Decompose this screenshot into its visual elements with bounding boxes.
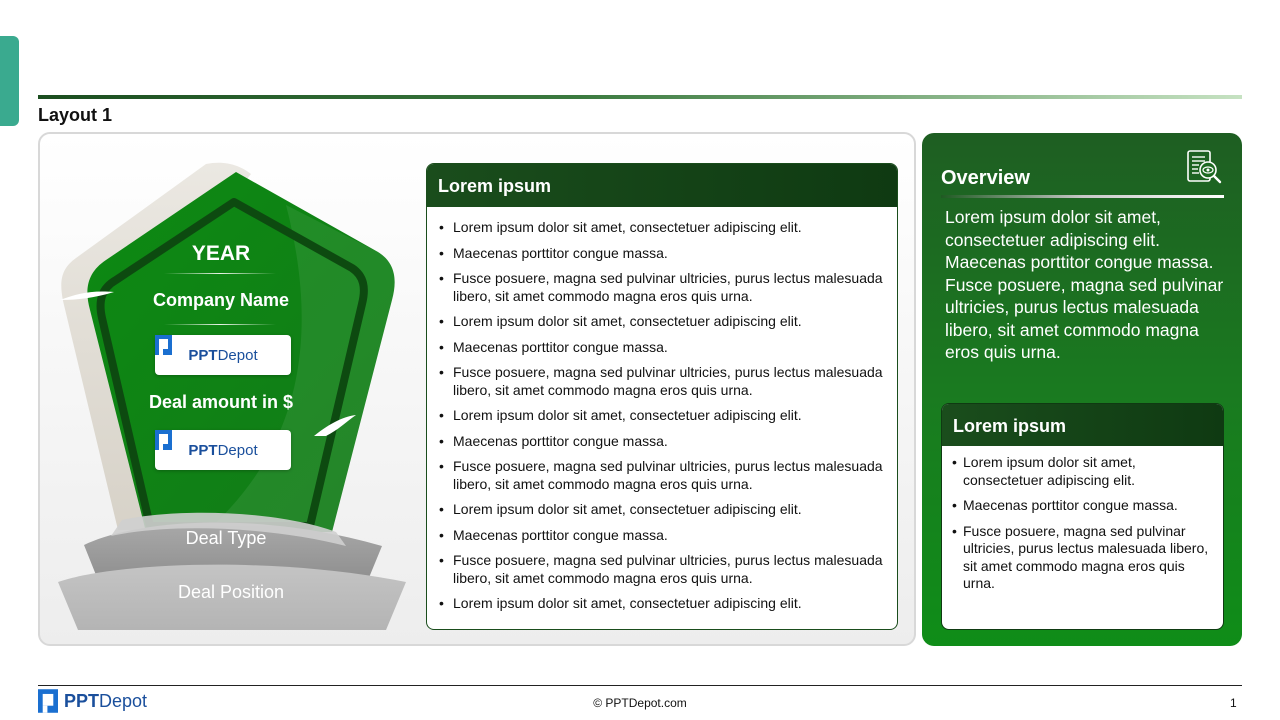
footer-divider <box>38 685 1242 686</box>
footer-copyright: © PPTDepot.com <box>593 696 687 710</box>
list-card-title: Lorem ipsum <box>427 164 897 207</box>
list-item: • Lorem ipsum dolor sit amet, consectetuer adipiscing elit. <box>439 501 883 519</box>
company-logo-box <box>155 335 291 375</box>
pptdepot-logo-icon <box>155 335 172 355</box>
deal-logo-box <box>155 430 291 470</box>
award-trophy <box>56 160 416 635</box>
list-item: • Fusce posuere, magna sed pulvinar ultricies, purus lectus malesuada libero, sit amet commodo magna eros quis urna. <box>439 552 883 587</box>
logo-depot-text: Depot <box>217 441 258 459</box>
award-deal-amount: Deal amount in $ <box>148 392 294 412</box>
layout-title: Layout 1 <box>38 105 113 125</box>
award-deal-position: Deal Position <box>177 582 285 602</box>
list-item: • Fusce posuere, magna sed pulvinar ultricies, purus lectus malesuada libero, sit amet commodo magna eros quis urna. <box>439 270 883 305</box>
footer-logo <box>38 689 147 713</box>
award-year: YEAR <box>191 242 251 265</box>
list-item: • Lorem ipsum dolor sit amet, consectetuer adipiscing elit. <box>439 407 883 425</box>
list-item: • Lorem ipsum dolor sit amet, consectetuer adipiscing elit. <box>952 454 1213 489</box>
list-item: • Fusce posuere, magna sed pulvinar ultricies, purus lectus malesuada libero, sit amet commodo magna eros quis urna. <box>952 523 1213 593</box>
logo-depot-text: Depot <box>99 690 148 711</box>
award-deal-type: Deal Type <box>185 528 267 548</box>
list-item: • Lorem ipsum dolor sit amet, consectetuer adipiscing elit. <box>439 313 883 331</box>
award-divider <box>164 273 276 274</box>
pptdepot-logo-icon <box>155 430 172 450</box>
list-item: • Maecenas porttitor congue massa. <box>439 339 883 357</box>
pptdepot-logo-icon <box>38 689 58 713</box>
list-item: • Maecenas porttitor congue massa. <box>439 245 883 263</box>
title-divider <box>38 95 1242 99</box>
lorem-list-card <box>426 163 898 630</box>
list-item: • Fusce posuere, magna sed pulvinar ultricies, purus lectus malesuada libero, sit amet commodo magna eros quis urna. <box>439 364 883 399</box>
overview-lorem-card <box>941 403 1224 630</box>
overview-text: Lorem ipsum dolor sit amet, consectetuer adipiscing elit. Maecenas porttitor congue massa. Fusce posuere, magna sed pulvinar ultricies, purus lectus malesuada libero, sit amet commodo magna eros quis urna. <box>945 207 1224 362</box>
list-item: • Maecenas porttitor congue massa. <box>952 497 1213 515</box>
logo-ppt-text: PPT <box>188 441 218 459</box>
award-company-name: Company Name <box>152 290 290 310</box>
logo-depot-text: Depot <box>217 346 258 364</box>
logo-ppt-text: PPT <box>188 346 218 364</box>
list-item: • Lorem ipsum dolor sit amet, consectetuer adipiscing elit. <box>439 219 883 237</box>
overview-divider <box>941 195 1224 198</box>
overview-bullet-list <box>942 446 1223 593</box>
list-item: • Maecenas porttitor congue massa. <box>439 433 883 451</box>
overview-panel <box>922 133 1242 646</box>
logo-ppt-text: PPT <box>64 690 100 711</box>
list-item: • Fusce posuere, magna sed pulvinar ultricies, purus lectus malesuada libero, sit amet commodo magna eros quis urna. <box>439 458 883 493</box>
side-tab-accent <box>0 36 19 126</box>
bullet-list <box>427 207 897 613</box>
award-divider <box>164 324 276 325</box>
overview-card-title: Lorem ipsum <box>942 404 1223 446</box>
page-number: 1 <box>1230 696 1237 710</box>
overview-title: Overview <box>941 167 1030 189</box>
list-item: • Maecenas porttitor congue massa. <box>439 527 883 545</box>
document-search-icon <box>1185 149 1223 187</box>
list-item: • Lorem ipsum dolor sit amet, consectetuer adipiscing elit. <box>439 595 883 613</box>
